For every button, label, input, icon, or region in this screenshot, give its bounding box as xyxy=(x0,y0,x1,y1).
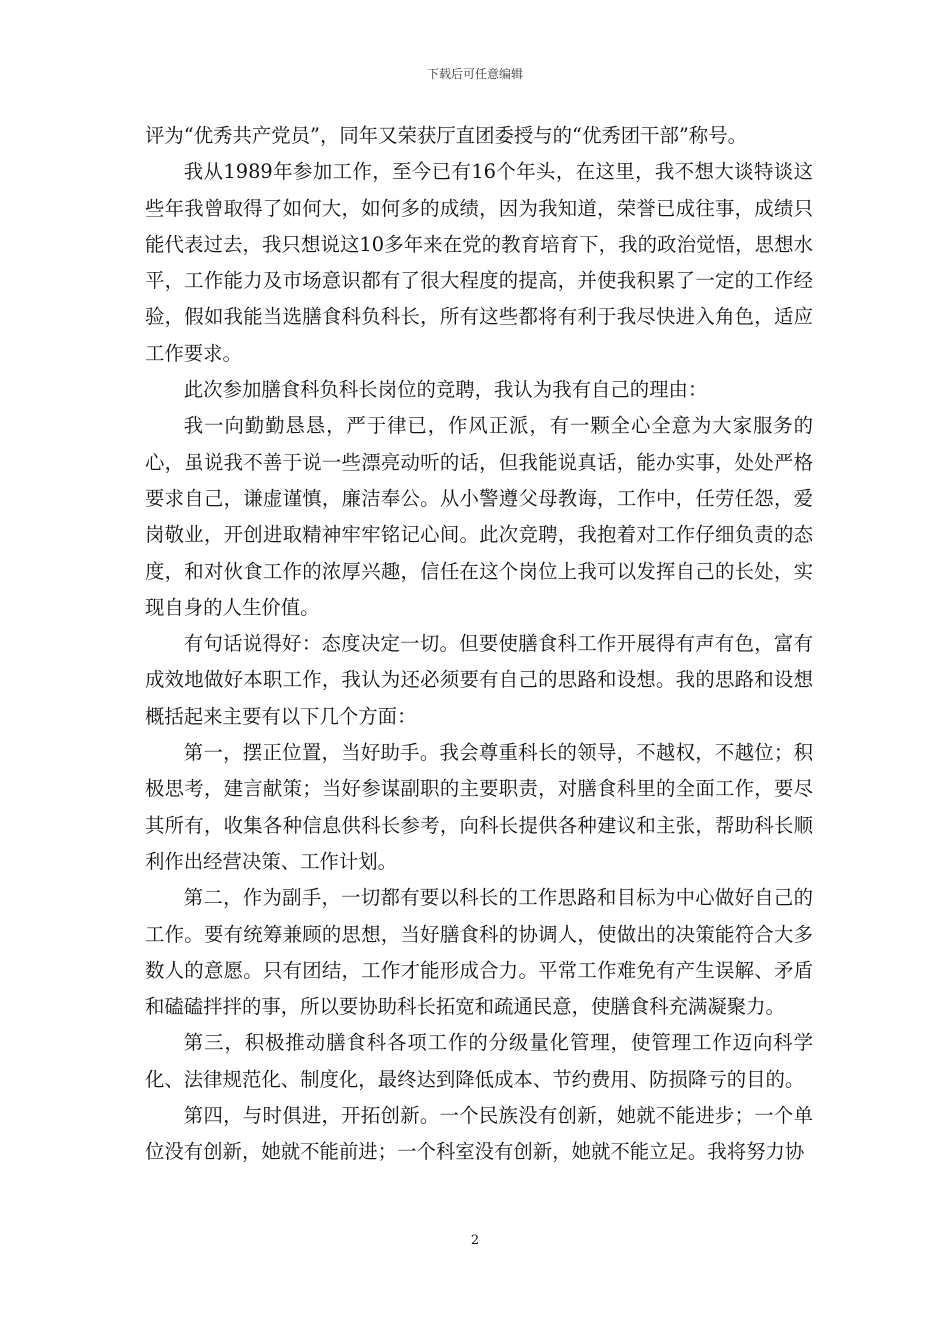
paragraph-1: 评为“优秀共产党员”，同年又荣获厅直团委授与的“优秀团干部”称号。 xyxy=(145,124,747,147)
paragraph-8: 第三，积极推动膳食科各项工作的分级量化管理，使管理工作迈向科学化、法律规范化、制度化，最终达到降低成本、节约费用、防损降亏的目的。 xyxy=(145,1031,813,1091)
page-number: 2 xyxy=(470,1233,480,1248)
paragraph-9: 第四，与时俱进，开拓创新。一个民族没有创新，她就不能进步；一个单位没有创新，她就不能前进；一个科室没有创新，她就不能立足。我将努力协 xyxy=(145,1104,813,1164)
page-header-note: 下载后可任意编辑 xyxy=(426,67,523,81)
paragraph-7: 第二，作为副手，一切都有要以科长的工作思路和目标为中心做好自己的工作。要有统筹兼顾的思想，当好膳食科的协调人，使做出的决策能符合大多数人的意愿。只有团结，工作才能形成合力。平常工作难免有产生误解、矛盾和磕磕拌拌的事，所以要协助科长拓宽和疏通民意，使膳食科充满凝聚力。 xyxy=(145,886,813,1019)
paragraph-2: 我从1989年参加工作，至今已有16个年头，在这里，我不想大谈特谈这些年我曾取得了如何大，如何多的成绩，因为我知道，荣誉已成往事，成绩只能代表过去，我只想说这10多年来在党的教育培育下，我的政治觉悟，思想水平，工作能力及市场意识都有了很大程度的提高，并使我积累了一定的工作经验，假如我能当选膳食科负科长，所有这些都将有利于我尽快进入角色，适应工作要求。 xyxy=(145,160,813,365)
paragraph-4: 我一向勤勤恳恳，严于律已，作风正派，有一颗全心全意为大家服务的心，虽说我不善于说一些漂亮动听的话，但我能说真话，能办实事，处处严格要求自己，谦虚谨慎，廉洁奉公。从小警遵父母教诲，工作中，任劳任怨，爱岗敬业，开创进取精神牢牢铭记心间。此次竞聘，我抱着对工作仔细负责的态度，和对伙食工作的浓厚兴趣，信任在这个岗位上我可以发挥自己的长处，实现自身的人生价值。 xyxy=(145,414,813,619)
paragraph-3: 此次参加膳食科负科长岗位的竞聘，我认为我有自己的理由： xyxy=(183,378,708,402)
paragraph-6: 第一，摆正位置，当好助手。我会尊重科长的领导，不越权，不越位；积极思考，建言献策；当好参谋副职的主要职责，对膳食科里的全面工作，要尽其所有，收集各种信息供科长参考，向科长提供各种建议和主张，帮助科长顺利作出经营决策、工作计划。 xyxy=(145,741,813,873)
paragraph-5: 有句话说得好：态度决定一切。但要使膳食科工作开展得有声有色，富有成效地做好本职工作，我认为还必须要有自己的思路和设想。我的思路和设想概括起来主要有以下几个方面： xyxy=(145,632,813,728)
document-body xyxy=(145,118,813,1171)
